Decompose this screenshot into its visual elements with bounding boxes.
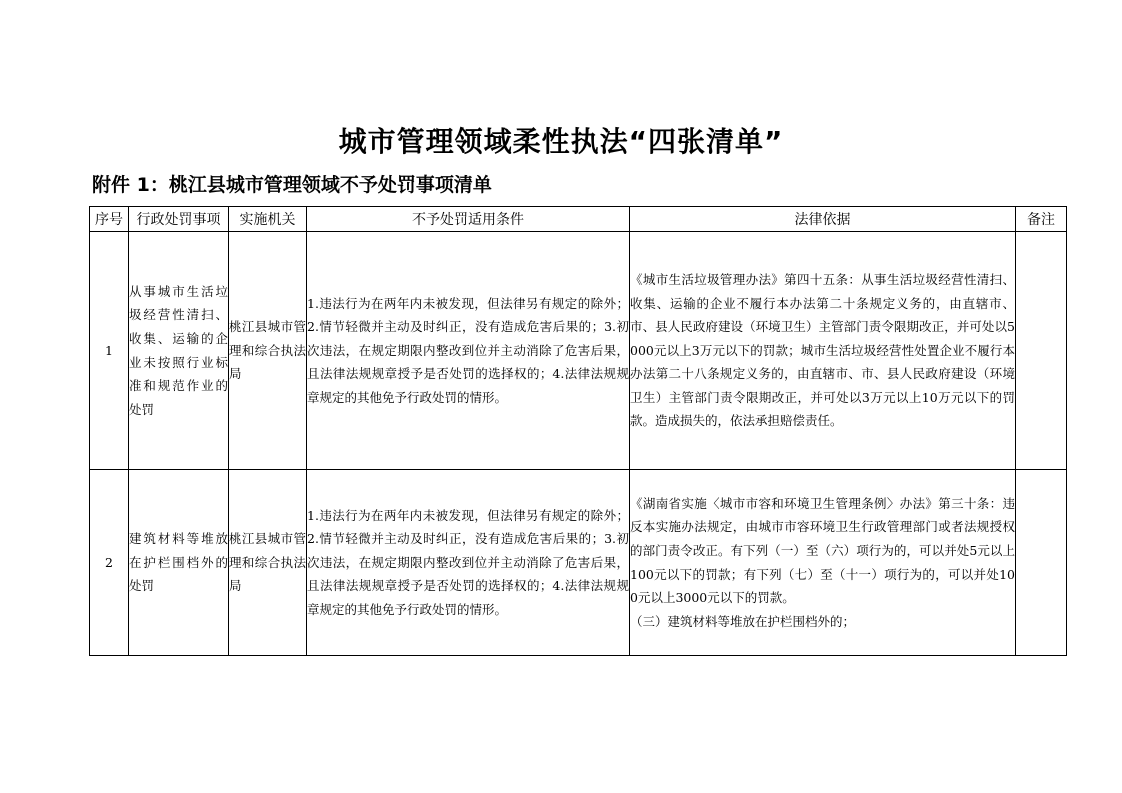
- row-no: 2: [90, 470, 129, 656]
- row-remarks: [1016, 232, 1067, 470]
- row-item: 建筑材料等堆放在护栏围档外的处罚: [129, 470, 229, 656]
- header-remarks: 备注: [1016, 207, 1067, 232]
- row-conditions: 1.违法行为在两年内未被发现，但法律另有规定的除外；2.情节轻微并主动及时纠正，没有造成危害后果的；3.初次违法，在规定期限内整改到位并主动消除了危害后果，且法律法规规章授予是否处罚的选择权的；4.法律法规规章规定的其他免予行政处罚的情形。: [307, 232, 630, 470]
- row-no: 1: [90, 232, 129, 470]
- attachment-subtitle: 附件 1：桃江县城市管理领域不予处罚事项清单: [92, 174, 492, 196]
- header-conditions: 不予处罚适用条件: [307, 207, 630, 232]
- header-item: 行政处罚事项: [129, 207, 229, 232]
- row-agency: 桃江县城市管理和综合执法局: [229, 232, 307, 470]
- table-row: [90, 232, 1067, 470]
- header-no: 序号: [90, 207, 129, 232]
- non-penalty-items-table: [89, 206, 1067, 656]
- table-header: [90, 207, 1067, 232]
- table-row: [90, 470, 1067, 656]
- row-agency: 桃江县城市管理和综合执法局: [229, 470, 307, 656]
- row-conditions: 1.违法行为在两年内未被发现，但法律另有规定的除外；2.情节轻微并主动及时纠正，没有造成危害后果的；3.初次违法，在规定期限内整改到位并主动消除了危害后果，且法律法规规章授予是否处罚的选择权的；4.法律法规规章规定的其他免予行政处罚的情形。: [307, 470, 630, 656]
- row-basis: 《城市生活垃圾管理办法》第四十五条：从事生活垃圾经营性清扫、收集、运输的企业不履行本办法第二十条规定义务的，由直辖市、市、县人民政府建设（环境卫生）主管部门责令限期改正，并可处以5000元以上3万元以下的罚款；城市生活垃圾经营性处置企业不履行本办法第二十八条规定义务的，由直辖市、市、县人民政府建设（环境卫生）主管部门责令限期改正，并可处以3万元以上10万元以下的罚款。造成损失的，依法承担赔偿责任。: [630, 232, 1016, 470]
- row-basis: 《湖南省实施〈城市市容和环境卫生管理条例〉办法》第三十条：违反本实施办法规定，由城市市容环境卫生行政管理部门或者法规授权的部门责令改正。有下列（一）至（六）项行为的，可以并处5元以上100元以下的罚款；有下列（七）至（十一）项行为的，可以并处100元以上3000元以下的罚款。 （三）建筑材料等堆放在护栏围档外的；: [630, 470, 1016, 656]
- header-basis: 法律依据: [630, 207, 1016, 232]
- row-remarks: [1016, 470, 1067, 656]
- header-agency: 实施机关: [229, 207, 307, 232]
- header-row: [90, 207, 1067, 232]
- document-title: 城市管理领域柔性执法“四张清单”: [338, 125, 784, 158]
- row-item: 从事城市生活垃圾经营性清扫、收集、运输的企业未按照行业标准和规范作业的处罚: [129, 232, 229, 470]
